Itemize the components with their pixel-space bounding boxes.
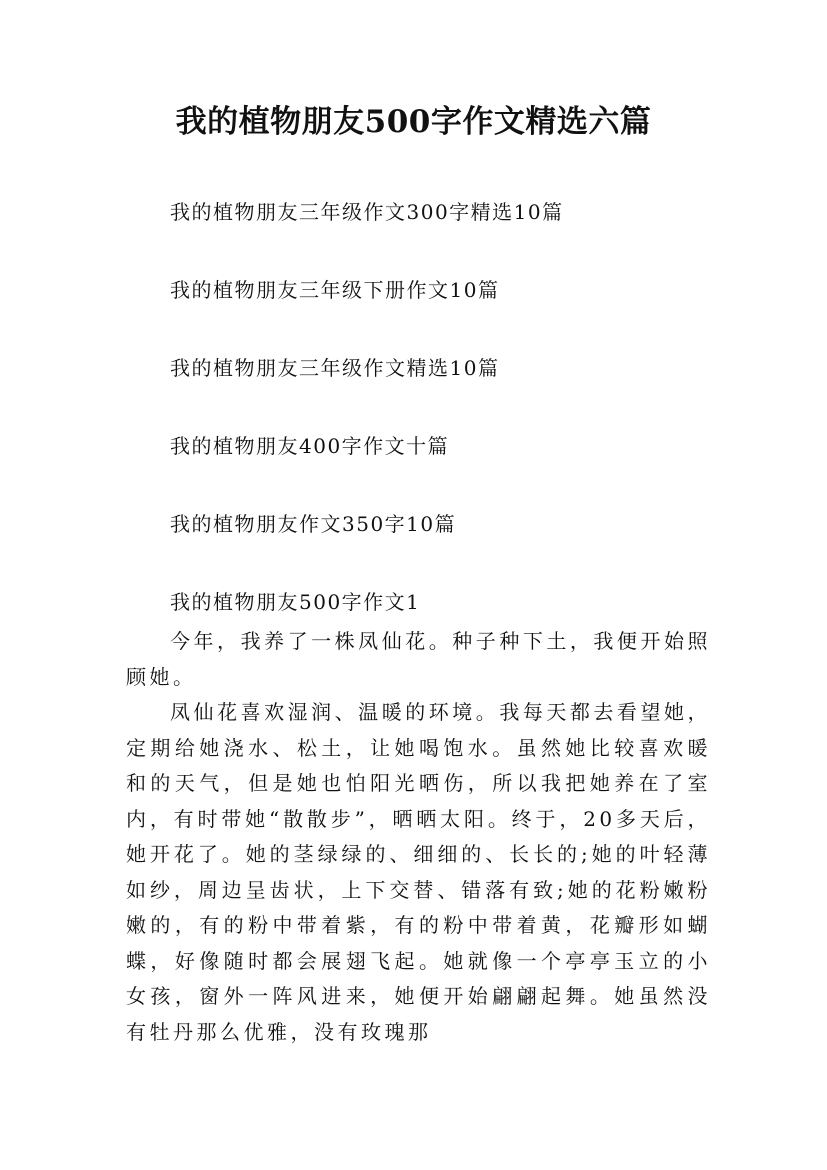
toc-item[interactable]: 我的植物朋友三年级作文300字精选10篇 bbox=[170, 200, 564, 224]
essay-body bbox=[126, 624, 711, 1050]
paragraph: 凤仙花喜欢湿润、温暖的环境。我每天都去看望她，定期给她浇水、松土，让她喝饱水。虽然她比较喜欢暖和的天气，但是她也怕阳光晒伤，所以我把她养在了室内，有时带她“散散步”，晒晒太阳。终于，20多天后，她开花了。她的茎绿绿的、细细的、长长的;她的叶轻薄如纱，周边呈齿状，上下交替、错落有致;她的花粉嫩粉嫩的，有的粉中带着紫，有的粉中带着黄，花瓣形如蝴蝶，好像随时都会展翅飞起。她就像一个亭亭玉立的小女孩，窗外一阵风进来，她便开始翩翩起舞。她虽然没有牡丹那么优雅，没有玫瑰那 bbox=[126, 700, 711, 1044]
toc-item[interactable]: 我的植物朋友三年级作文精选10篇 bbox=[170, 356, 500, 380]
toc-item[interactable]: 我的植物朋友400字作文十篇 bbox=[170, 434, 450, 458]
table-of-contents bbox=[170, 198, 564, 588]
toc-item[interactable]: 我的植物朋友作文350字10篇 bbox=[170, 512, 457, 536]
toc-item[interactable]: 我的植物朋友三年级下册作文10篇 bbox=[170, 278, 500, 302]
paragraph: 今年，我养了一株凤仙花。种子种下土，我便开始照顾她。 bbox=[126, 629, 711, 689]
section-heading: 我的植物朋友500字作文1 bbox=[170, 590, 421, 614]
document-title: 我的植物朋友500字作文精选六篇 bbox=[175, 104, 652, 140]
